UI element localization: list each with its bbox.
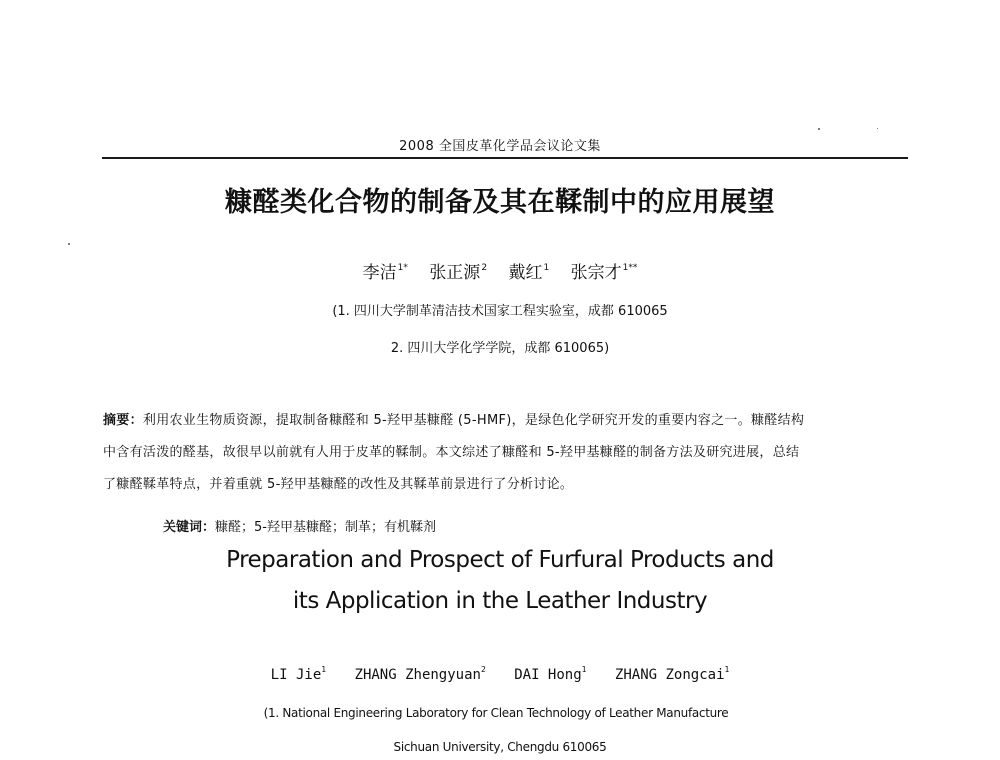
affiliation-chinese-2: 2. 四川大学化学学院，成都 610065) [390,341,610,356]
abstract-line: 了糠醛鞣革特点，并着重就 5-羟甲基糠醛的改性及其鞣革前景进行了分析讨论。 [103,477,574,492]
scan-speck [68,243,70,245]
paper-title-chinese: 糠醛类化合物的制备及其在鞣制中的应用展望 [225,187,775,218]
keywords [163,516,436,535]
author-name: 张宗才$^{1**}$ [570,263,638,283]
author-name: 张正源$^2$ [429,263,488,283]
author-affiliation-mark: 1** [622,263,638,273]
author-affiliation-mark: 1* [397,263,408,273]
author-affiliation-mark: 1 [321,665,327,674]
abstract [103,405,911,501]
affiliation-english-2: Sichuan University, Chengdu 610065 [393,740,607,754]
paper-title-english-line-2: its Application in the Leather Industry [292,588,708,614]
abstract-line: 中含有活泼的醛基，故很早以前就有人用于皮革的鞣制。本文综述了糠醛和 5-羟甲基糠醛的制备方法及研究进展，总结 [103,445,800,460]
author-name: DAI Hong$^1$ [514,665,587,683]
header-rule [102,157,908,159]
author-name: ZHANG Zongcai$^1$ [614,665,730,683]
author-name: LI Jie$^1$ [270,665,327,683]
abstract-line: 摘要：利用农业生物质资源，提取制备糠醛和 5-羟甲基糠醛 (5-HMF)，是绿色化学研究开发的重要内容之一。糠醛结构 [103,413,805,428]
running-header: 2008 全国皮革化学品会议论文集 [399,139,601,154]
author-name: 李洁$^{1*}$ [362,263,408,283]
abstract-label: 摘要： [103,413,143,428]
author-list-chinese [0,258,1000,283]
author-name: ZHANG Zhengyuan$^2$ [354,665,486,683]
author-affiliation-mark: 2 [480,665,486,674]
author-affiliation-mark: 2 [481,263,488,273]
scan-speck [818,128,820,130]
paper-title-english-line-1: Preparation and Prospect of Furfural Products and [226,547,774,573]
author-list-english [0,665,1000,683]
author-name: 戴红$^1$ [508,263,550,283]
keywords-label: 关键词： [163,520,216,535]
author-affiliation-mark: 1 [581,665,587,674]
affiliation-chinese-1: (1. 四川大学制革清洁技术国家工程实验室，成都 610065 [332,304,668,319]
keywords-text: 糠醛；5-羟甲基糠醛；制革；有机鞣剂 [215,520,436,535]
author-affiliation-mark: 1 [724,665,730,674]
author-affiliation-mark: 1 [543,263,550,273]
affiliation-english-1: (1. National Engineering Laboratory for Clean Technology of Leather Manufacture [263,706,729,720]
scan-speck [877,128,878,129]
